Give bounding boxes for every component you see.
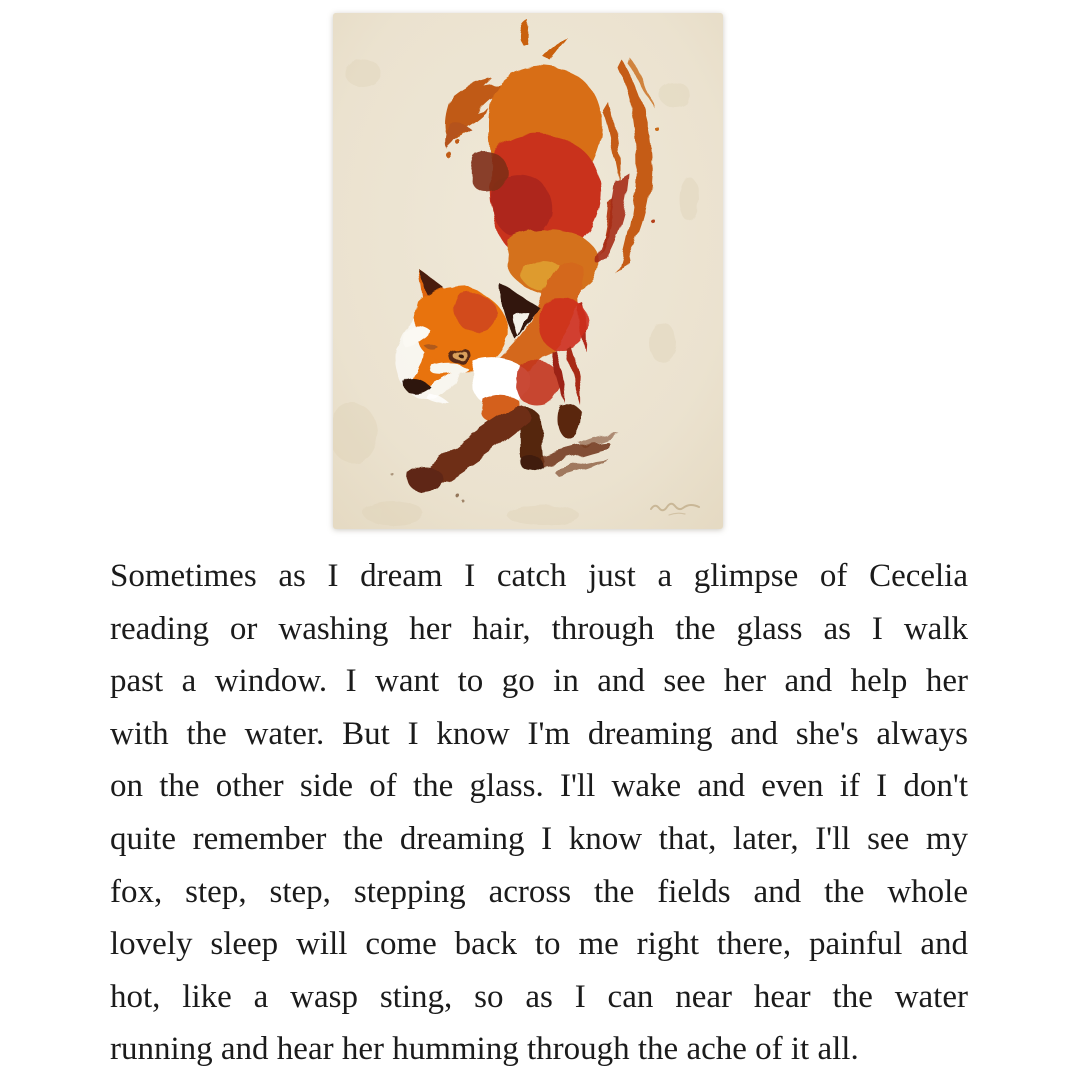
paragraph-line: hot, like a wasp sting, so as I can near hear the water (110, 978, 968, 1015)
paragraph-line: on the other side of the glass. I'll wake and even if I don't (110, 768, 968, 805)
paragraph-line: reading or washing her hair, through the glass as I walk (110, 610, 968, 647)
paragraph-line: with the water. But I know I'm dreaming and she's always (110, 715, 968, 752)
paragraph-line: quite remember the dreaming I know that, later, I'll see my (110, 820, 968, 857)
paragraph-line: past a window. I want to go in and see her and help her (110, 663, 968, 700)
fox-watercolor-illustration (333, 13, 723, 529)
paragraph-line: running and hear her humming through the ache of it all. (110, 1031, 859, 1068)
story-paragraph (110, 550, 968, 1076)
paragraph-line: Sometimes as I dream I catch just a glimpse of Cecelia (110, 558, 968, 594)
paragraph-line: lovely sleep will come back to me right there, painful and (110, 926, 968, 963)
paragraph-line: fox, step, step, stepping across the fields and the whole (110, 873, 968, 910)
fox-watercolor-artwork (333, 13, 723, 529)
